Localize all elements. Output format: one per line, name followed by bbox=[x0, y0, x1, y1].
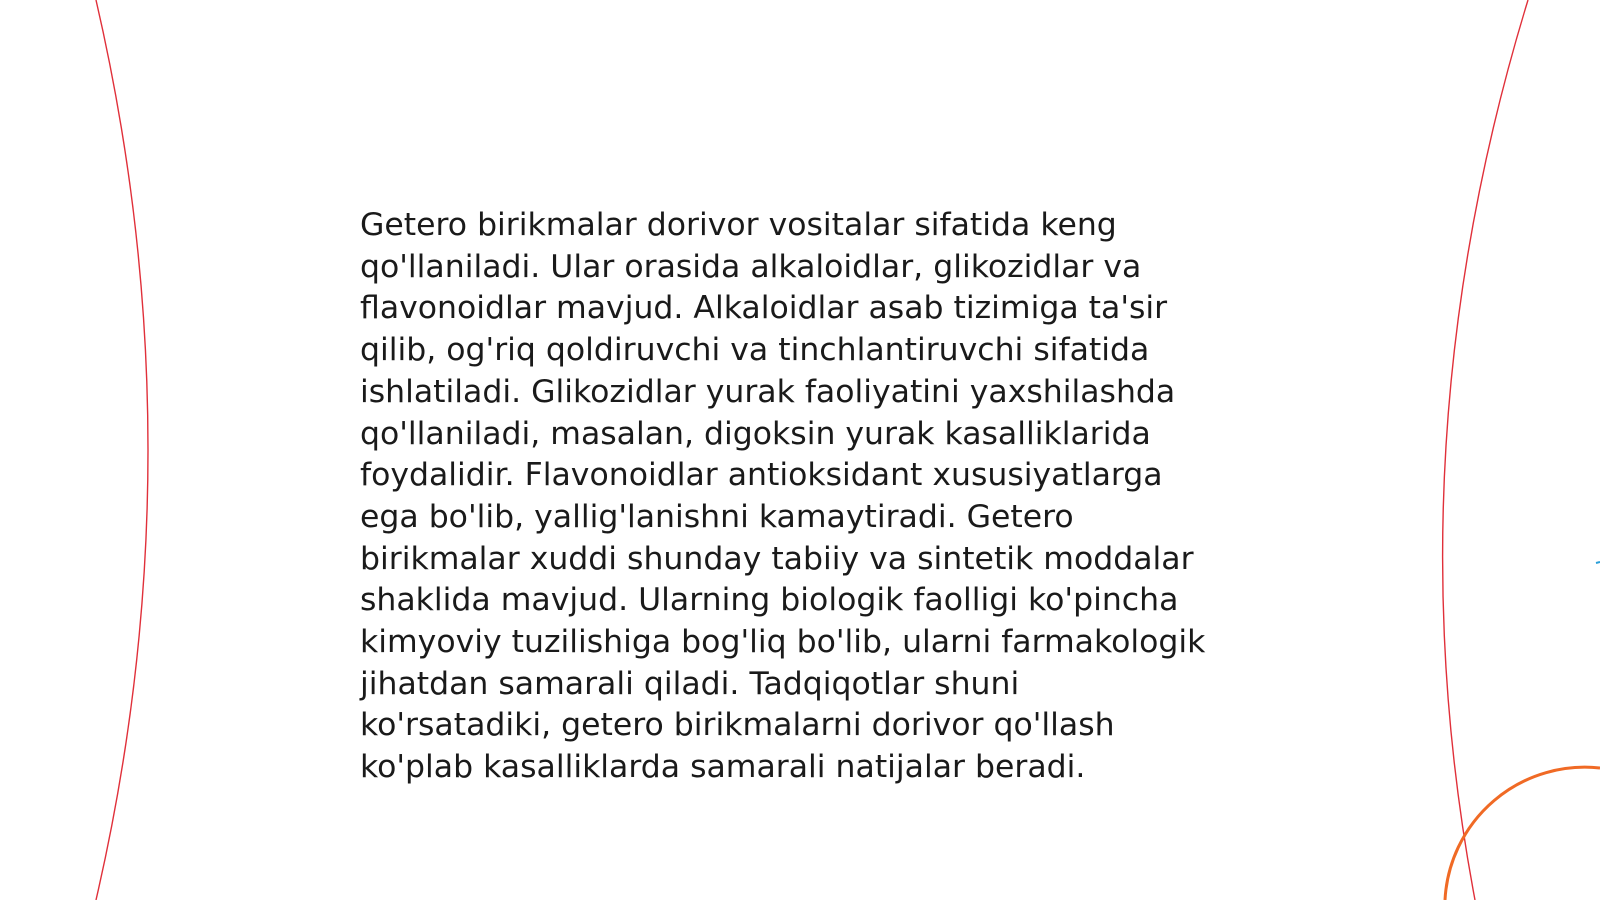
right-red-arc bbox=[1443, 0, 1528, 900]
blue-accent-mark bbox=[1596, 562, 1600, 563]
orange-circle-arc bbox=[1445, 767, 1600, 900]
slide-body-text: Getero birikmalar dorivor vositalar sifatida keng qo'llaniladi. Ular orasida alkaloidlar, glikozidlar va flavonoidlar mavjud. Alkaloidlar asab tizimiga ta'sir qilib, og'riq qoldiruvchi va tinchlantiruvchi sifatida ishlatiladi. Glikozidlar yurak faoliyatini yaxshilashda qo'llaniladi, masalan, digoksin yurak kasalliklarida foydalidir. Flavonoidlar antioksidant xususiyatlarga ega bo'lib, yallig'lanishni kamaytiradi. Getero birikmalar xuddi shunday tabiiy va sintetik moddalar shaklida mavjud. Ularning biologik faolligi ko'pincha kimyoviy tuzilishiga bog'liq bo'lib, ularni farmakologik jihatdan samarali qiladi. Tadqiqotlar shuni ko'rsatadiki, getero birikmalarni dorivor qo'llash ko'plab kasalliklarda samarali natijalar beradi. bbox=[360, 207, 1206, 786]
left-red-arc bbox=[96, 0, 148, 900]
